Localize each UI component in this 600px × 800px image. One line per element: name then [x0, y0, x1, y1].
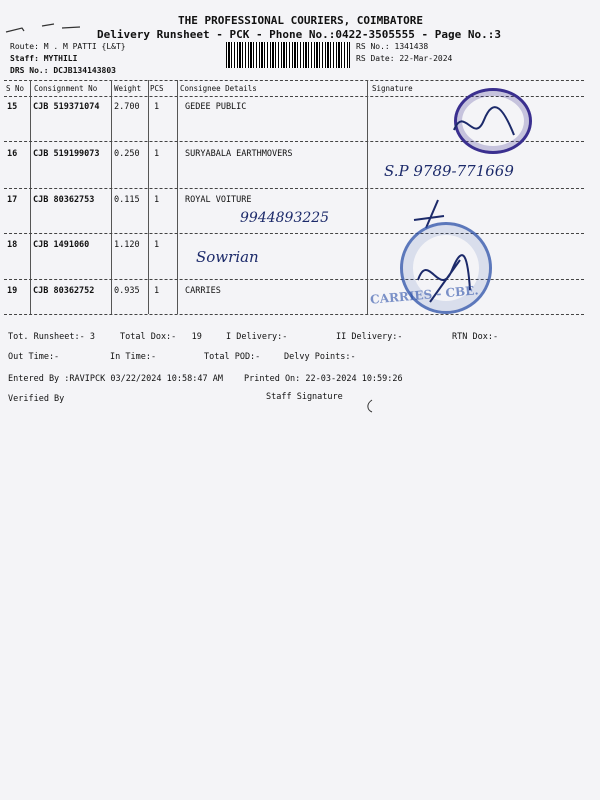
verified-by: Verified By [8, 394, 65, 404]
i-delivery: I Delivery:- [226, 332, 288, 342]
table-cell-weight: 0.115 [114, 195, 140, 205]
rs-date: RS Date: 22-Mar-2024 [356, 54, 453, 63]
table-bottom-rule [4, 314, 584, 315]
table-cell-pcs: 1 [154, 102, 160, 112]
table-cell-consignment: CJB 80362752 [33, 286, 95, 296]
table-cell-weight: 1.120 [114, 240, 140, 250]
table-cell-consignee: CARRIES [185, 286, 221, 296]
table-cell-sno: 16 [7, 149, 18, 159]
scratch-mark [2, 18, 92, 38]
row-rule [4, 279, 584, 280]
table-cell-sno: 15 [7, 102, 18, 112]
barcode [226, 42, 350, 68]
printed-on: Printed On: 22-03-2024 10:59:26 [244, 374, 403, 384]
handwritten-name: Sowrian [196, 248, 259, 266]
table-top-rule [4, 80, 584, 81]
row-rule [4, 233, 584, 234]
table-cell-weight: 0.935 [114, 286, 140, 296]
table-cell-pcs: 1 [154, 240, 160, 250]
handwritten-note: S.P 9789-771669 [384, 162, 514, 180]
column-header: Signature [372, 84, 413, 93]
table-cell-sno: 19 [7, 286, 18, 296]
rs-number: RS No.: 1341438 [356, 42, 429, 51]
table-cell-consignment: CJB 519199073 [33, 149, 100, 159]
row-rule [4, 188, 584, 189]
total-pod: Total POD:- [204, 352, 261, 362]
column-header: PCS [150, 84, 164, 93]
table-cell-consignment: CJB 1491060 [33, 240, 90, 250]
column-header: Weight [114, 84, 142, 93]
out-time: Out Time:- [8, 352, 60, 362]
signature-mark [444, 100, 524, 150]
stamp-text: CARRIES - CBE. [369, 283, 479, 307]
in-time: In Time:- [110, 352, 157, 362]
table-cell-sno: 18 [7, 240, 18, 250]
delvy-points: Delvy Points:- [284, 352, 356, 362]
staff-signature-label: Staff Signature [266, 392, 343, 402]
runsheet-title: Delivery Runsheet - PCK - Phone No.:0422-3505555 - Page No.:3 [97, 28, 501, 41]
drs-number: DRS No.: DCJB134143803 [10, 66, 116, 75]
column-header: Consignee Details [180, 84, 257, 93]
table-cell-consignee: ROYAL VOITURE [185, 195, 252, 205]
entered-by: Entered By :RAVIPCK 03/22/2024 10:58:47 AM [8, 374, 223, 384]
handwritten-phone: 9944893225 [240, 210, 330, 226]
ii-delivery: II Delivery:- [336, 332, 403, 342]
table-cell-sno: 17 [7, 195, 18, 205]
table-cell-weight: 2.700 [114, 102, 140, 112]
tot-runsheet: Tot. Runsheet:- 3 [8, 332, 95, 342]
pen-mark [364, 398, 376, 414]
table-cell-weight: 0.250 [114, 149, 140, 159]
table-cell-pcs: 1 [154, 286, 160, 296]
column-header: S No [6, 84, 25, 93]
table-cell-consignment: CJB 80362753 [33, 195, 95, 205]
rtn-dox: RTN Dox:- [452, 332, 499, 342]
total-dox: Total Dox:- 19 [120, 332, 202, 342]
table-cell-consignee: GEDEE PUBLIC [185, 102, 247, 112]
table-cell-pcs: 1 [154, 149, 160, 159]
column-header: Consignment No [34, 84, 98, 93]
table-cell-pcs: 1 [154, 195, 160, 205]
route-label: Route: M . M PATTI {L&T} [10, 42, 126, 51]
table-cell-consignment: CJB 519371074 [33, 102, 100, 112]
staff-label: Staff: MYTHILI [10, 54, 78, 63]
table-cell-consignee: SURYABALA EARTHMOVERS [185, 149, 293, 159]
company-title: THE PROFESSIONAL COURIERS, COIMBATORE [178, 14, 424, 27]
